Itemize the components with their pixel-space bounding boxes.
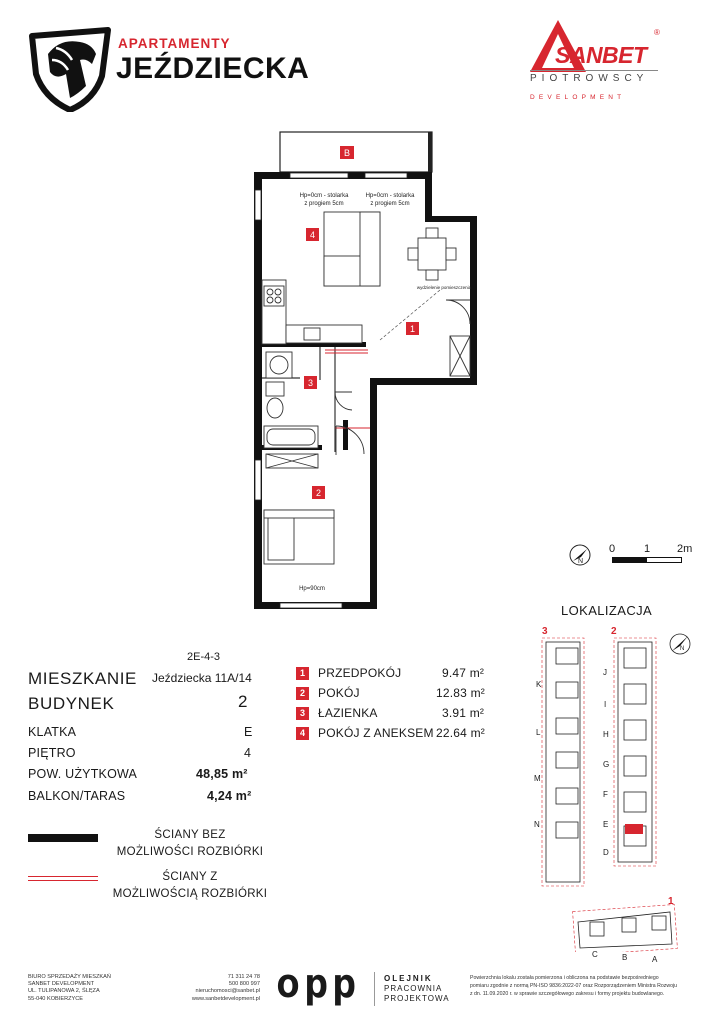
developer-sub: PIOTROWSCY (530, 73, 649, 84)
letter-M: M (534, 774, 541, 783)
kitchen-counter (262, 280, 362, 344)
developer-name: SANBET (555, 42, 647, 68)
building-3-outline (546, 642, 580, 882)
legend-fixed-line-1: ŚCIANY BEZ (154, 829, 226, 841)
window-note-2a: Hp=0cm - stolarka (365, 193, 415, 199)
note-line-3: z dn. 11.09.2020 r. w sprawie szczegółowego zakresu i formy projektu budowlanego. (470, 991, 665, 997)
bed (264, 510, 334, 564)
wardrobe (450, 336, 470, 376)
website-link[interactable]: www.sanbetdevelopment.pl (191, 995, 260, 1002)
room-name-4: POKÓJ Z ANEKSEM (318, 726, 434, 740)
room-area-3: 3.91 m² (442, 706, 485, 720)
registered-mark: ® (654, 28, 660, 37)
note-line-2: pomiaru zgodnie z normą PN-ISO 9836:2022-07 oraz Rozporządzeniem Ministra Rozwoju (470, 983, 678, 989)
legend-removable-line-2: MOŻLIWOŚCIĄ ROZBIÓRKI (112, 888, 268, 900)
opp-divider (374, 972, 375, 1006)
note-line-1: Powierzchnia lokalu została pomierzona i obliczona na podstawie bezpośredniego (470, 975, 659, 981)
firm-line-3: PROJEKTOWA (384, 994, 450, 1003)
building-1-outline (578, 912, 672, 948)
info-label-3: BALKON/TARAS (28, 789, 126, 803)
window-note-1b: z progiem 5cm (304, 201, 344, 207)
removable-walls (325, 350, 370, 428)
developer-sub2: DEVELOPMENT (530, 94, 626, 101)
info-value-2: 48,85 m² (196, 767, 248, 781)
bedroom-wardrobe (266, 454, 318, 468)
letter-D: D (603, 848, 609, 857)
firm-name (384, 974, 450, 1004)
scale-bar (612, 557, 682, 563)
opp-logo: opp (276, 961, 361, 1007)
info-value-1: 4 (244, 746, 252, 760)
building-value: 2 (238, 692, 248, 711)
letter-A: A (652, 955, 658, 964)
balcony-label: B (343, 148, 351, 158)
room-area-4: 22.64 m² (436, 726, 485, 740)
email-link[interactable]: nieruchomosci@sanbet.pl (195, 988, 260, 995)
office-line-2: SANBET DEVELOPMENT (28, 981, 95, 988)
legend-removable-line-1: ŚCIANY Z (162, 871, 218, 883)
letter-K: K (536, 680, 542, 689)
apartment-code: 2E-4-3 (187, 651, 221, 663)
legend-removable-wall-swatch (28, 876, 98, 881)
letter-C: C (592, 950, 598, 959)
room4-label: 4 (309, 230, 316, 240)
letter-N: N (534, 820, 540, 829)
info-value-0: E (244, 725, 253, 739)
location-map (520, 622, 720, 952)
room-num-4: 4 (296, 727, 309, 740)
info-label-1: PIĘTRO (28, 746, 76, 760)
horse-emblem-icon (26, 24, 114, 112)
window-note-3: Hp=90cm (299, 586, 325, 592)
room-row-1 (296, 666, 496, 682)
firm-line-2: PRACOWNIA (384, 984, 443, 993)
building-1-label: 1 (668, 896, 674, 907)
room3-label: 3 (307, 378, 314, 388)
letter-F: F (603, 790, 608, 799)
scale-tick-2: 2m (677, 543, 693, 555)
room-num-3: 3 (296, 707, 309, 720)
letter-H: H (603, 730, 609, 739)
window-note-2b: z progiem 5cm (370, 201, 410, 207)
brand-logo (26, 24, 326, 114)
brand-top-text: APARTAMENTY (118, 36, 231, 51)
legend-fixed-wall-swatch (28, 834, 98, 842)
room-row-3 (296, 706, 496, 722)
building-2-label: 2 (611, 626, 617, 637)
north-label: N (578, 558, 584, 565)
office-line-1: BIURO SPRZEDAŻY MIESZKAŃ (28, 974, 111, 980)
floor-plan (240, 130, 500, 620)
room-name-2: POKÓJ (318, 686, 360, 700)
letter-G: G (603, 760, 610, 769)
letter-E: E (603, 820, 609, 829)
office-line-3: UL. TULIPANOWA 2, ŚLĘZA (28, 988, 100, 995)
bedroom-door (336, 426, 364, 455)
brand-main-text: JEŹDZIECKA (116, 52, 310, 85)
phone-2[interactable]: 500 800 997 (228, 981, 260, 988)
letter-L: L (536, 728, 541, 737)
selected-unit-highlight (625, 824, 643, 834)
bathroom-fixtures (264, 352, 318, 448)
building-3-label: 3 (542, 626, 548, 637)
balcony-outline (280, 132, 432, 172)
phone-1[interactable]: 71 311 24 78 (227, 974, 260, 980)
room-row-2 (296, 686, 496, 702)
office-line-4: 55-040 KOBIERZYCE (28, 995, 84, 1002)
entry-door (446, 300, 470, 324)
room-area-1: 9.47 m² (442, 666, 485, 680)
map-north-label: N (680, 646, 685, 652)
room-num-1: 1 (296, 667, 309, 680)
apartment-title: MIESZKANIE (28, 669, 137, 688)
room1-label: 1 (409, 324, 416, 334)
info-label-0: KLATKA (28, 725, 77, 739)
dining-table (408, 228, 456, 280)
rooms-list (296, 666, 496, 746)
sales-office (28, 974, 168, 1003)
legend-fixed-line-2: MOŻLIWOŚCI ROZBIÓRKI (116, 846, 264, 858)
room-area-2: 12.83 m² (436, 686, 485, 700)
contact-info (170, 974, 260, 1003)
letter-I: I (604, 700, 607, 709)
room-row-4 (296, 726, 496, 742)
room-name-1: PRZEDPOKÓJ (318, 666, 402, 680)
area-disclaimer (470, 974, 710, 998)
info-label-2: POW. UŻYTKOWA (28, 767, 138, 781)
room-name-3: ŁAZIENKA (318, 706, 378, 720)
developer-line (530, 70, 658, 71)
scale-tick-1: 1 (644, 543, 651, 555)
firm-line-1: OLEJNIK (384, 974, 433, 983)
balcony-rail (428, 132, 432, 172)
building-label: BUDYNEK (28, 694, 115, 713)
location-title: LOKALIZACJA (561, 603, 653, 618)
developer-logo (522, 18, 672, 106)
stair-note: wydzielenie pomieszczenia (416, 285, 472, 290)
bathroom-door (335, 392, 352, 410)
sofa (324, 212, 380, 286)
letter-J: J (603, 668, 607, 677)
scale-tick-0: 0 (609, 543, 616, 555)
info-value-3: 4,24 m² (207, 789, 252, 803)
window-note-1a: Hp=0cm - stolarka (299, 193, 349, 199)
apartment-address: Jeździecka 11A/14 (152, 671, 252, 685)
letter-B: B (622, 953, 628, 962)
room-num-2: 2 (296, 687, 309, 700)
room2-label: 2 (315, 488, 322, 498)
